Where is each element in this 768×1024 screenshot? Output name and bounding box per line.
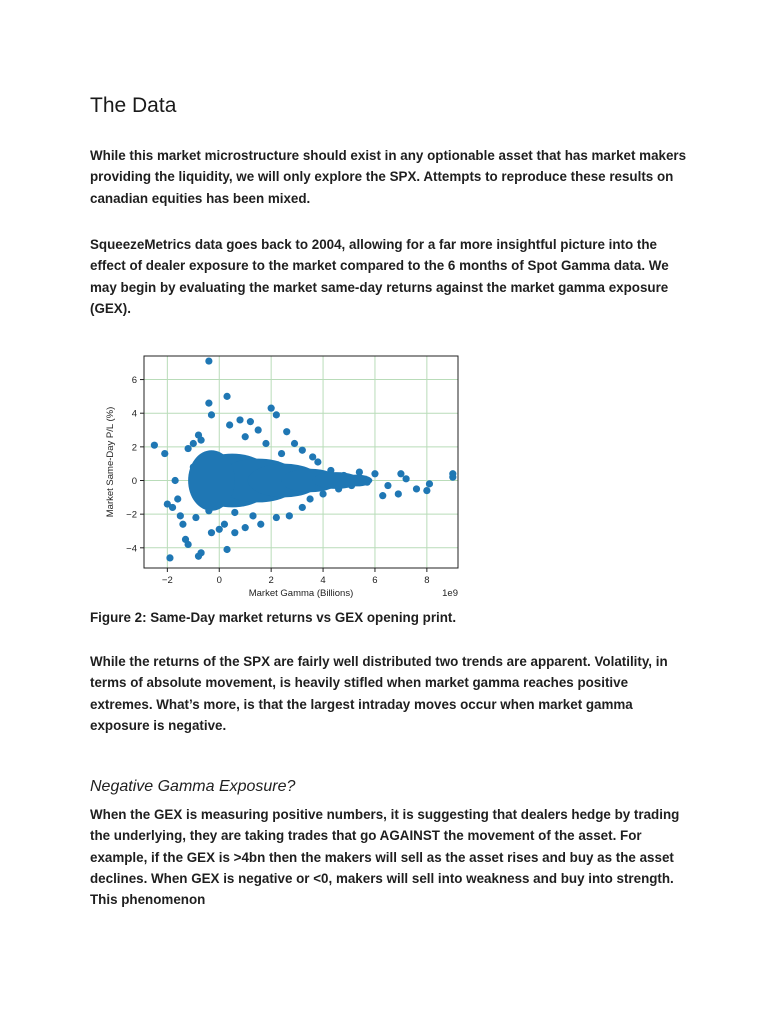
x-tick-label: 2 bbox=[268, 575, 274, 586]
x-tick-label: 0 bbox=[216, 575, 222, 586]
data-point bbox=[151, 442, 158, 449]
data-point bbox=[449, 474, 456, 481]
data-point bbox=[384, 482, 391, 489]
data-point bbox=[242, 524, 249, 531]
data-point bbox=[226, 421, 233, 428]
data-point bbox=[286, 512, 293, 519]
data-point bbox=[231, 529, 238, 536]
data-point bbox=[397, 470, 404, 477]
data-point bbox=[423, 487, 430, 494]
data-paragraph: SqueezeMetrics data goes back to 2004, allowing for a far more insightful picture into the effect of dealer exposure to the market compared to the 6 months of Spot Gamma data. We may begin by evaluating the market same-day returns against the market gamma exposure (GEX). bbox=[90, 237, 669, 316]
data-point bbox=[236, 416, 243, 423]
gamma-paragraph: When the GEX is measuring positive numbers, it is suggesting that dealers hedge by trading the underlying, they are taking trades that go AGAINST the movement of the asset. For example, if the GEX is >4bn then the makers will sell as the asset rises and buy as the asset declines. When GEX is negative or <0, makers will sell into weakness and buy into strength. This phenomenon bbox=[90, 807, 680, 908]
data-point bbox=[247, 418, 254, 425]
data-point bbox=[231, 509, 238, 516]
data-point bbox=[223, 546, 230, 553]
data-point bbox=[273, 411, 280, 418]
data-point bbox=[273, 514, 280, 521]
data-point bbox=[371, 470, 378, 477]
data-point-cluster bbox=[341, 475, 372, 487]
data-point bbox=[257, 521, 264, 528]
data-point bbox=[299, 504, 306, 511]
x-offset-label: 1e9 bbox=[442, 588, 458, 599]
y-tick-label: 0 bbox=[131, 476, 137, 488]
data-point bbox=[205, 357, 212, 364]
y-axis-label: Market Same-Day P/L (%) bbox=[105, 406, 116, 518]
data-point bbox=[379, 492, 386, 499]
data-point bbox=[205, 400, 212, 407]
data-point bbox=[278, 450, 285, 457]
x-tick-label: 8 bbox=[424, 575, 430, 586]
data-point bbox=[356, 468, 363, 475]
data-point bbox=[283, 428, 290, 435]
data-point-cluster bbox=[188, 450, 235, 511]
data-point bbox=[216, 526, 223, 533]
x-tick-label: 4 bbox=[320, 575, 326, 586]
analysis-paragraph: While the returns of the SPX are fairly well distributed two trends are apparent. Volatility, in terms of absolute movement, is heavily stifled when market gamma reaches positive extremes. What’s more, is that the largest intraday moves occur when market gamma exposure is negative. bbox=[90, 654, 668, 733]
plot-frame bbox=[144, 356, 458, 568]
data-point bbox=[192, 514, 199, 521]
y-tick-label: −4 bbox=[126, 543, 137, 555]
data-point bbox=[161, 450, 168, 457]
data-point bbox=[413, 485, 420, 492]
data-point bbox=[182, 536, 189, 543]
data-point bbox=[208, 529, 215, 536]
data-point bbox=[190, 440, 197, 447]
data-point bbox=[268, 405, 275, 412]
data-point bbox=[185, 445, 192, 452]
x-tick-label: 6 bbox=[372, 575, 378, 586]
y-tick-label: 6 bbox=[131, 375, 137, 387]
data-point bbox=[255, 426, 262, 433]
intro-paragraph: While this market microstructure should exist in any optionable asset that has market makers providing the liquidity, we will only explore the SPX. Attempts to reproduce these results on canadian equities has been mixed. bbox=[90, 148, 687, 206]
figure-caption: Figure 2: Same-Day market returns vs GEX opening print. bbox=[90, 610, 457, 625]
data-point bbox=[195, 553, 202, 560]
section-heading: The Data bbox=[90, 94, 177, 117]
data-point bbox=[426, 480, 433, 487]
data-point bbox=[197, 437, 204, 444]
data-point bbox=[208, 411, 215, 418]
data-point bbox=[164, 500, 171, 507]
data-point bbox=[179, 521, 186, 528]
x-tick-label: −2 bbox=[161, 575, 173, 586]
data-point bbox=[242, 433, 249, 440]
subsection-heading: Negative Gamma Exposure? bbox=[90, 778, 296, 795]
data-point bbox=[299, 447, 306, 454]
data-point bbox=[262, 440, 269, 447]
data-point bbox=[172, 477, 179, 484]
data-point bbox=[395, 490, 402, 497]
data-point bbox=[221, 521, 228, 528]
scatter-chart bbox=[100, 352, 470, 602]
x-axis-label: Market Gamma (Billions) bbox=[248, 588, 354, 599]
y-tick-label: −2 bbox=[126, 509, 137, 521]
data-point bbox=[174, 495, 181, 502]
data-point bbox=[314, 458, 321, 465]
data-point bbox=[223, 393, 230, 400]
data-point bbox=[291, 440, 298, 447]
data-point bbox=[249, 512, 256, 519]
data-point bbox=[309, 453, 316, 460]
y-tick-label: 4 bbox=[131, 408, 137, 420]
y-tick-label: 2 bbox=[131, 442, 137, 454]
data-point bbox=[402, 475, 409, 482]
data-point bbox=[306, 495, 313, 502]
data-point bbox=[166, 554, 173, 561]
data-point bbox=[177, 512, 184, 519]
